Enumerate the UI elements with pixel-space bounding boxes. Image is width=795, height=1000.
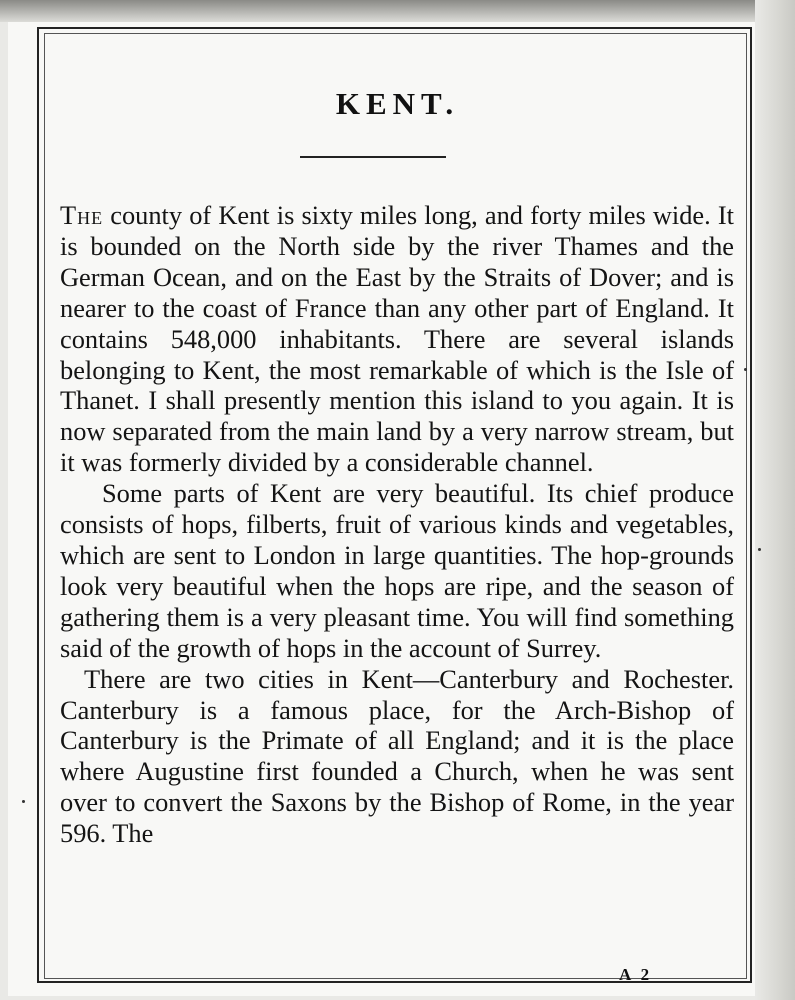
paragraph-lead: The [60,200,104,230]
paragraph-text: There are two cities in Kent—Canterbury and Rochester. Canterbury is a famous place, for the Arch-Bishop of Canterbury is the Primate of all England; and it is the place where Augustine first founded a Church, when he was sent over to convert the Saxons by the Bishop of Rome, in the year 596. The [60,663,734,849]
scan-speck [22,800,25,803]
body-text [60,200,734,849]
paragraph-2 [60,478,734,663]
scan-edge-right [755,0,795,1000]
scan-speck [758,548,761,551]
scan-speck [744,368,747,371]
paragraph-text: county of Kent is sixty miles long, and forty miles wide. It is bounded on the North side by the river Thames and the German Ocean, and on the East by the Straits of Dover; and is nearer to the coast of France than any other part of England. It contains 548,000 inhabitants. There are several islands belonging to Kent, the most remarkable of which is the Isle of Thanet. I shall presently mention this island to you again. It is now separated from the main land by a very narrow stream, but it was formerly divided by a considerable channel. [60,200,734,478]
signature-mark: A 2 [619,965,653,984]
scan-edge-top [0,0,795,22]
paragraph-text: Some parts of Kent are very beautiful. Its chief produce consists of hops, filberts, fruit of various kinds and vegetables, which are sent to London in large quantities. The hop-grounds look very beautiful when the hops are ripe, and the season of gathering them is a very pleasant time. You will find something said of the growth of hops in the account of Surrey. [60,478,734,663]
title-rule [300,156,446,158]
paragraph-3 [60,664,734,849]
paragraph-1 [60,200,734,478]
page-title: KENT. [335,86,460,121]
